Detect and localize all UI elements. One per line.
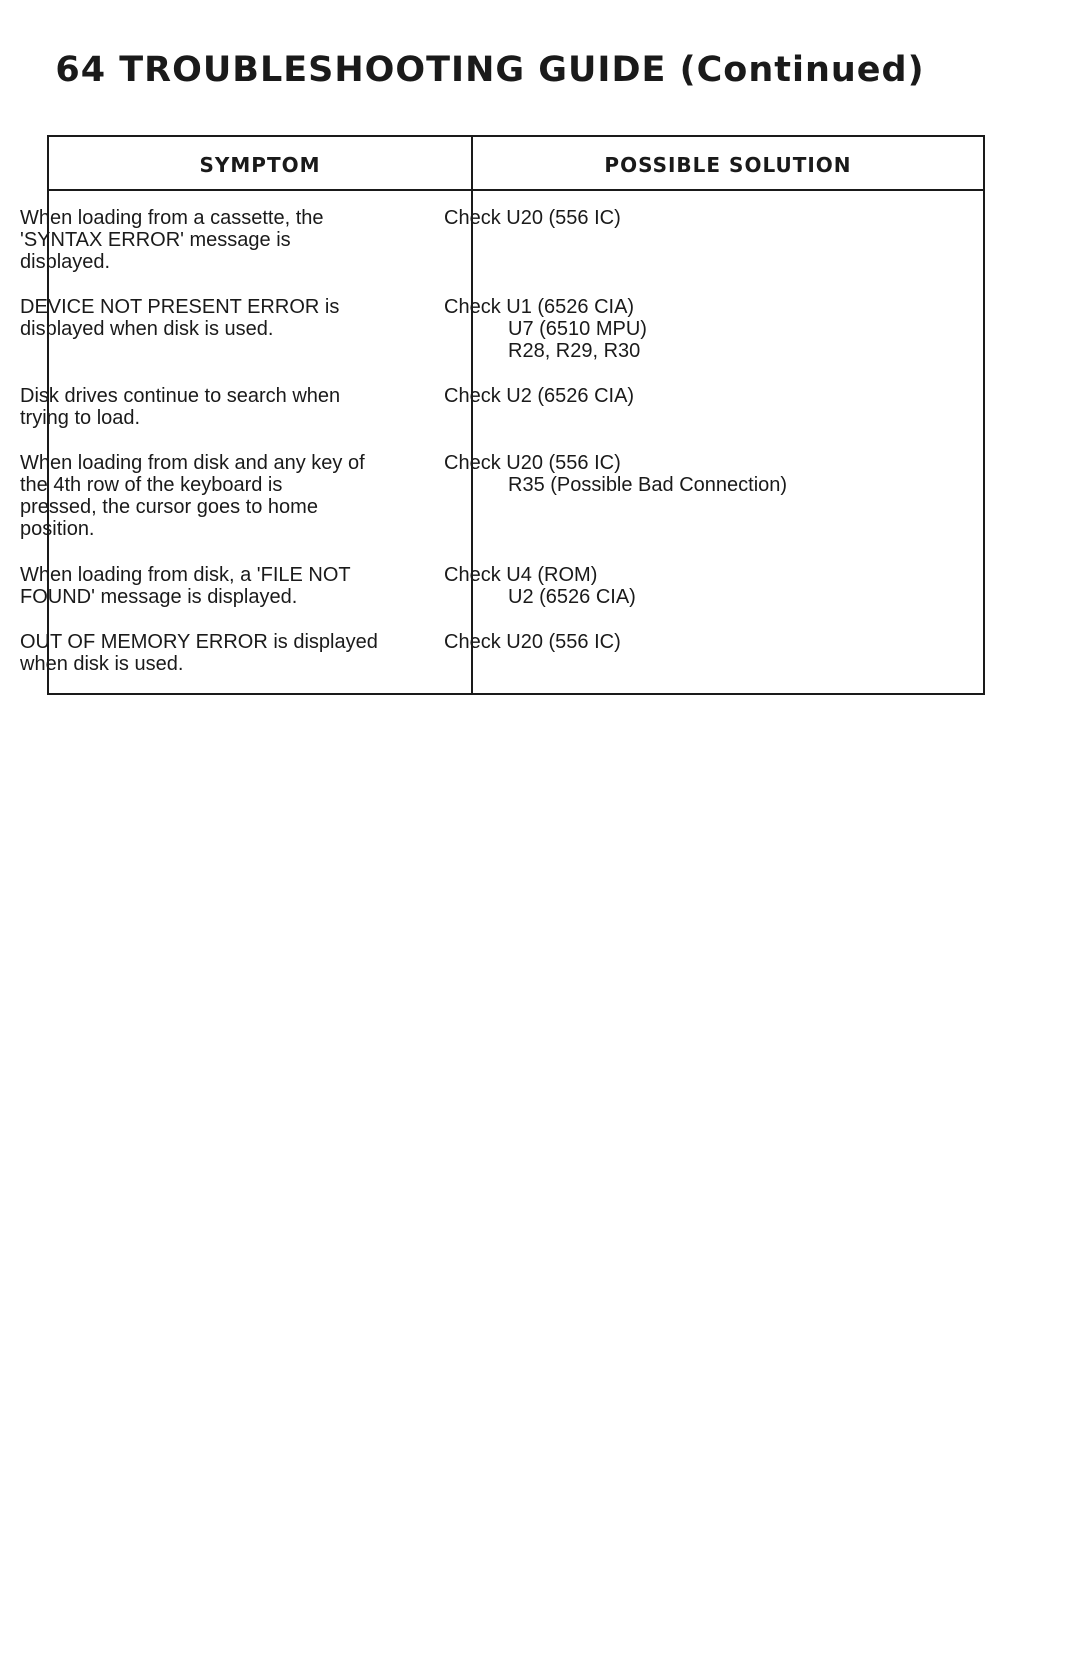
symptom-cell: When loading from disk, a 'FILE NOT FOUND' message is displayed.: [20, 564, 351, 608]
page-title: 64 TROUBLESHOOTING GUIDE (Continued): [55, 50, 925, 90]
solution-line: Check U4 (ROM): [444, 564, 598, 586]
solution-line: U7 (6510 MPU): [508, 318, 647, 340]
solution-cell: [444, 296, 924, 362]
solution-cell: [444, 631, 924, 653]
solution-line: U2 (6526 CIA): [508, 586, 636, 608]
solution-cell: [444, 452, 924, 496]
symptom-column-header: SYMPTOM: [199, 153, 321, 177]
header-rule: [49, 189, 983, 191]
solution-column-header: POSSIBLE SOLUTION: [604, 153, 852, 177]
symptom-cell: When loading from a cassette, the 'SYNTAX ERROR' message is displayed.: [20, 207, 324, 273]
solution-line: Check U20 (556 IC): [444, 207, 621, 229]
symptom-cell: When loading from disk and any key of the 4th row of the keyboard is pressed, the cursor goes to home position.: [20, 452, 365, 540]
solution-cell: [444, 385, 924, 407]
solution-cell: [444, 564, 924, 608]
solution-line: Check U20 (556 IC): [444, 452, 621, 474]
solution-cell: [444, 207, 924, 229]
solution-line: Check U1 (6526 CIA): [444, 296, 635, 318]
symptom-cell: OUT OF MEMORY ERROR is displayed when disk is used.: [20, 631, 378, 675]
solution-line: R28, R29, R30: [508, 340, 641, 362]
solution-line: Check U2 (6526 CIA): [444, 385, 635, 407]
symptom-cell: Disk drives continue to search when trying to load.: [20, 385, 341, 429]
solution-line: R35 (Possible Bad Connection): [508, 474, 788, 496]
solution-line: Check U20 (556 IC): [444, 631, 621, 653]
symptom-cell: DEVICE NOT PRESENT ERROR is displayed when disk is used.: [20, 296, 340, 340]
